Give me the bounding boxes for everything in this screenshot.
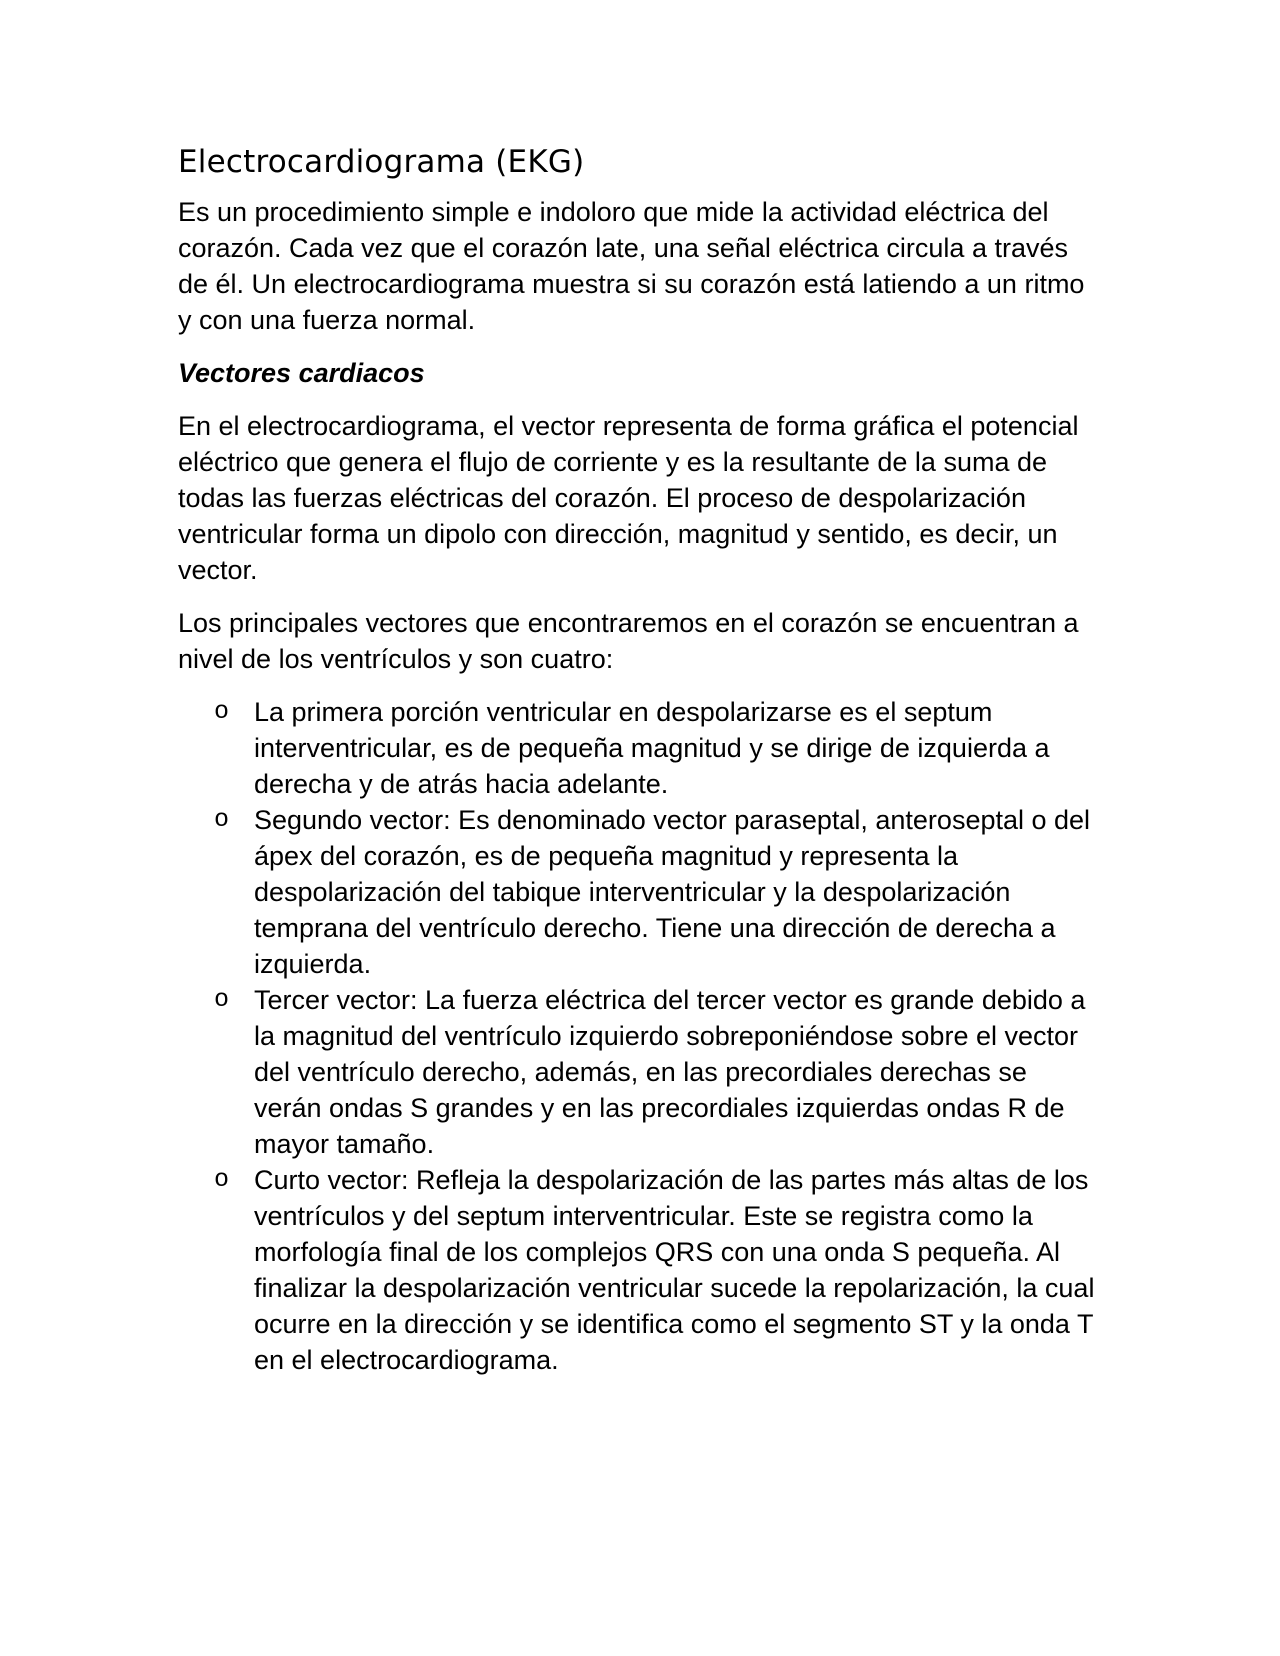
bullet-marker: o (214, 697, 230, 726)
list-item-text: La primera porción ventricular en despolarizarse es el septum interventricular, es de pequeña magnitud y se dirige de izquierda a derecha y de atrás hacia adelante. (254, 697, 1050, 799)
list-item (178, 982, 1098, 1162)
section-heading: Vectores cardiacos (178, 358, 425, 388)
list-item-text: Segundo vector: Es denominado vector paraseptal, anteroseptal o del ápex del corazón, es de pequeña magnitud y representa la despolarización del tabique interventricular y la despolarización temprana del ventrículo derecho. Tiene una dirección de derecha a izquierda. (254, 805, 1091, 979)
list-item (178, 694, 1098, 802)
bullet-marker: o (214, 985, 230, 1014)
vector-definition-paragraph: En el electrocardiograma, el vector representa de forma gráfica el potencial eléctrico que genera el flujo de corriente y es la resultante de la suma de todas las fuerzas eléctricas del corazón. El proceso de despolarización ventricular forma un dipolo con dirección, magnitud y sentido, es decir, un vector. (178, 411, 1079, 585)
principal-vectors-paragraph: Los principales vectores que encontraremos en el corazón se encuentran a nivel de los ventrículos y son cuatro: (178, 608, 1079, 674)
vector-list (178, 694, 1098, 1378)
list-item-text: Curto vector: Refleja la despolarización de las partes más altas de los ventrículos y del septum interventricular. Este se registra como la morfología final de los complejos QRS con una onda S pequeña. Al finalizar la despolarización ventricular sucede la repolarización, la cual ocurre en la dirección y se identifica como el segmento ST y la onda T en el electrocardiograma. (254, 1165, 1095, 1375)
list-item-text: Tercer vector: La fuerza eléctrica del tercer vector es grande debido a la magnitud del ventrículo izquierdo sobreponiéndose sobre el vector del ventrículo derecho, además, en las precordiales derechas se verán ondas S grandes y en las precordiales izquierdas ondas R de mayor tamaño. (254, 985, 1086, 1159)
intro-paragraph: Es un procedimiento simple e indoloro que mide la actividad eléctrica del corazón. Cada vez que el corazón late, una señal eléctrica circula a través de él. Un electrocardiograma muestra si su corazón está latiendo a un ritmo y con una fuerza normal. (178, 197, 1085, 335)
list-item (178, 1162, 1098, 1378)
bullet-marker: o (214, 1165, 230, 1194)
document-page (178, 140, 1098, 1378)
bullet-marker: o (214, 805, 230, 834)
list-item (178, 802, 1098, 982)
document-title: Electrocardiograma (EKG) (178, 144, 585, 180)
